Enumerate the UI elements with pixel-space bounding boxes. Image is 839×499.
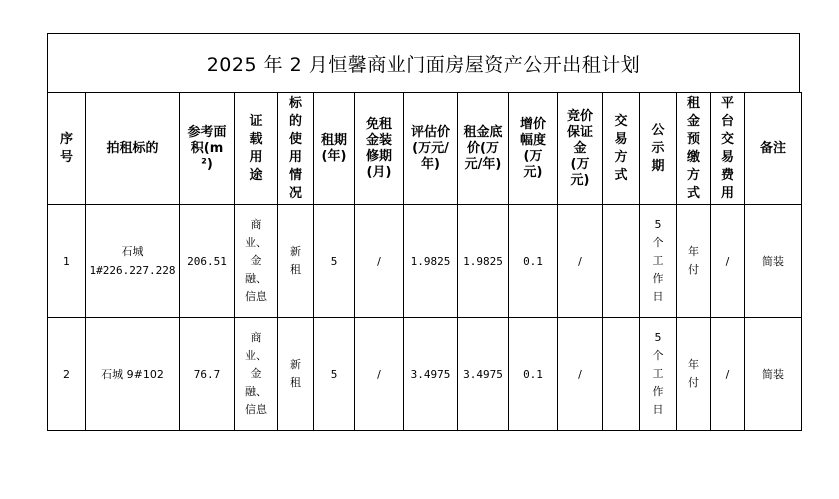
cell-valuation: 3.4975 bbox=[404, 318, 458, 431]
header-increase: 增价幅度(万元) bbox=[509, 93, 558, 205]
document-title: 2025 年 2 月恒馨商业门面房屋资产公开出租计划 bbox=[47, 33, 800, 93]
cell-remark: 简装 bbox=[745, 318, 802, 431]
cell-usage: 新租 bbox=[278, 205, 314, 318]
header-trade-mode: 交易方式 bbox=[603, 93, 640, 205]
header-platform-fee: 平台交易费用 bbox=[711, 93, 745, 205]
cell-notice: 5个工作日 bbox=[640, 318, 677, 431]
cell-reserve: 1.9825 bbox=[458, 205, 509, 318]
rental-plan-table bbox=[47, 92, 802, 431]
table-row bbox=[48, 318, 802, 431]
cell-platform-fee: / bbox=[711, 318, 745, 431]
header-valuation: 评估价(万元/年) bbox=[404, 93, 458, 205]
cell-seq: 1 bbox=[48, 205, 86, 318]
cell-increase: 0.1 bbox=[509, 318, 558, 431]
cell-area: 76.7 bbox=[180, 318, 235, 431]
cell-reserve: 3.4975 bbox=[458, 318, 509, 431]
cell-cert-use: 商业、金融、信息 bbox=[235, 318, 278, 431]
cell-lot: 石城 9#102 bbox=[86, 318, 180, 431]
cell-trade-mode bbox=[603, 318, 640, 431]
header-usage: 标的使用情况 bbox=[278, 93, 314, 205]
header-area: 参考面积(m²) bbox=[180, 93, 235, 205]
cell-prepay: 年付 bbox=[677, 205, 711, 318]
header-cert-use: 证载用途 bbox=[235, 93, 278, 205]
cell-remark: 简装 bbox=[745, 205, 802, 318]
cell-free-period: / bbox=[355, 205, 404, 318]
cell-seq: 2 bbox=[48, 318, 86, 431]
header-deposit: 竞价保证金(万元) bbox=[558, 93, 603, 205]
header-free-period: 免租金装修期(月) bbox=[355, 93, 404, 205]
cell-term: 5 bbox=[314, 205, 355, 318]
header-reserve: 租金底价(万元/年) bbox=[458, 93, 509, 205]
cell-lot: 石城 1#226.227.228 bbox=[86, 205, 180, 318]
cell-free-period: / bbox=[355, 318, 404, 431]
cell-usage: 新租 bbox=[278, 318, 314, 431]
cell-cert-use: 商业、金融、信息 bbox=[235, 205, 278, 318]
cell-term: 5 bbox=[314, 318, 355, 431]
cell-deposit: / bbox=[558, 205, 603, 318]
cell-prepay: 年付 bbox=[677, 318, 711, 431]
table-row bbox=[48, 205, 802, 318]
header-seq: 序号 bbox=[48, 93, 86, 205]
cell-notice: 5个工作日 bbox=[640, 205, 677, 318]
header-row bbox=[48, 93, 802, 205]
cell-platform-fee: / bbox=[711, 205, 745, 318]
cell-valuation: 1.9825 bbox=[404, 205, 458, 318]
rental-plan-sheet bbox=[47, 33, 800, 431]
cell-deposit: / bbox=[558, 318, 603, 431]
header-remark: 备注 bbox=[745, 93, 802, 205]
header-term: 租期(年) bbox=[314, 93, 355, 205]
header-lot: 拍租标的 bbox=[86, 93, 180, 205]
cell-increase: 0.1 bbox=[509, 205, 558, 318]
cell-area: 206.51 bbox=[180, 205, 235, 318]
header-notice: 公示期 bbox=[640, 93, 677, 205]
header-prepay: 租金预缴方式 bbox=[677, 93, 711, 205]
cell-trade-mode bbox=[603, 205, 640, 318]
